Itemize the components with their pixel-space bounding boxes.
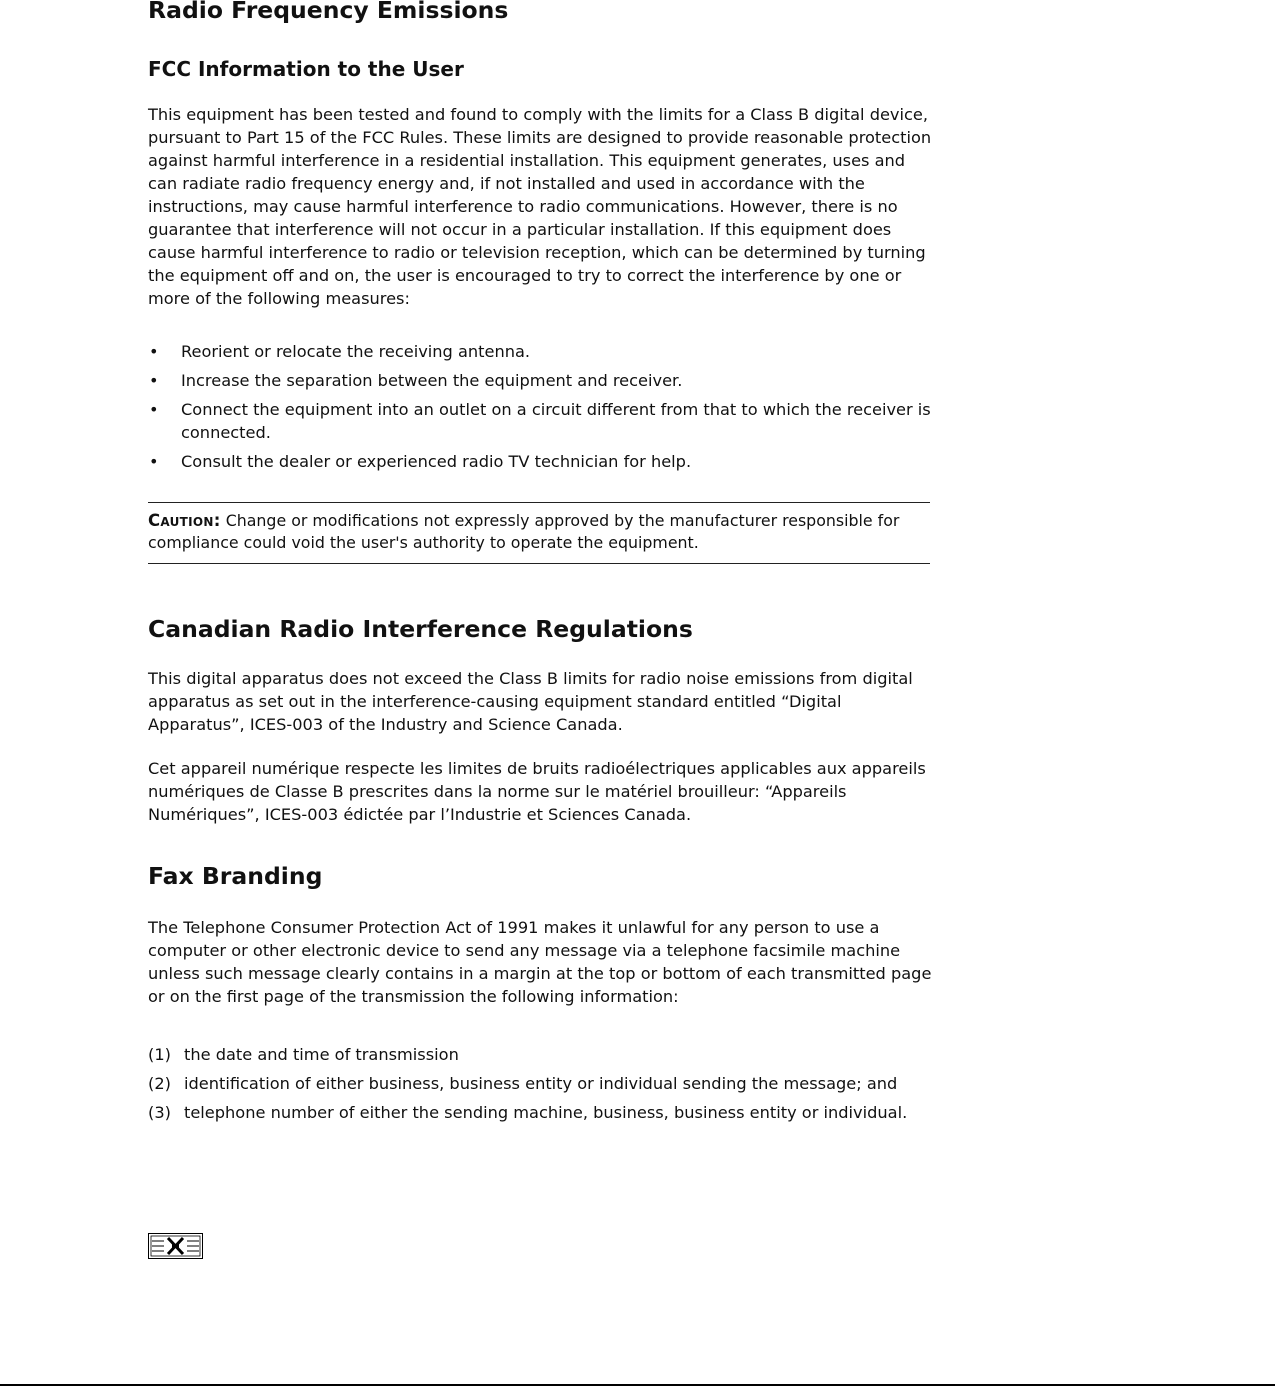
list-item xyxy=(148,450,933,473)
fcc-measures-list xyxy=(148,340,933,479)
canadian-paragraph-english: This digital apparatus does not exceed the Class B limits for radio noise emissions from digital apparatus as set out in the interference-causing equipment standard entitled “Digital Apparatus”, ICES-003 of the Industry and Science Canada. xyxy=(148,669,913,734)
list-item xyxy=(148,340,933,363)
item-number: (2) xyxy=(148,1074,171,1093)
measure-text: Connect the equipment into an outlet on a circuit different from that to which the receiver is connected. xyxy=(181,400,931,442)
item-number: (1) xyxy=(148,1045,171,1064)
item-text: identification of either business, business entity or individual sending the message; and xyxy=(184,1074,898,1093)
bullet-icon: • xyxy=(149,371,159,390)
canadian-paragraph-french: Cet appareil numérique respecte les limites de bruits radioélectriques applicables aux appareils numériques de Classe B prescrites dans la norme sur le matériel brouilleur: “Appareils Numériques”, ICES-003 édictée par l’Industrie et Sciences Canada. xyxy=(148,759,926,824)
caution-text: Change or modifications not expressly approved by the manufacturer responsible for compliance could void the user's authority to operate the equipment. xyxy=(148,511,900,552)
section-title-fax-branding: Fax Branding xyxy=(148,862,323,890)
list-item xyxy=(148,1043,933,1066)
fax-branding-paragraph: The Telephone Consumer Protection Act of 1991 makes it unlawful for any person to use a computer or other electronic device to send any message via a telephone facsimile machine unless such message clearly contains in a margin at the top or bottom of each transmitted page or on the first page of the transmission the following information: xyxy=(148,918,932,1006)
list-item xyxy=(148,1101,933,1124)
section-title-canadian-regulations: Canadian Radio Interference Regulations xyxy=(148,615,693,643)
measure-text: Increase the separation between the equipment and receiver. xyxy=(181,371,683,390)
caution-box xyxy=(148,502,930,564)
fax-information-list xyxy=(148,1043,933,1130)
measure-text: Reorient or relocate the receiving antenna. xyxy=(181,342,531,361)
list-item xyxy=(148,398,933,444)
section-title-radio-frequency-emissions: Radio Frequency Emissions xyxy=(148,0,509,24)
list-item xyxy=(148,369,933,392)
bullet-icon: • xyxy=(149,342,159,361)
item-text: telephone number of either the sending machine, business, business entity or individual. xyxy=(184,1103,908,1122)
bullet-icon: • xyxy=(149,400,159,419)
item-number: (3) xyxy=(148,1103,171,1122)
lexmark-logo-icon xyxy=(148,1233,203,1259)
fcc-paragraph: This equipment has been tested and found to comply with the limits for a Class B digital device, pursuant to Part 15 of the FCC Rules. These limits are designed to provide reasonable protection against harmful interference in a residential installation. This equipment generates, uses and can radiate radio frequency energy and, if not installed and used in accordance with the instructions, may cause harmful interference to radio communications. However, there is no guarantee that interference will not occur in a particular installation. If this equipment does cause harmful interference to radio or television reception, which can be determined by turning the equipment off and on, the user is encouraged to try to correct the interference by one or more of the following measures: xyxy=(148,105,932,308)
subtitle-fcc-information: FCC Information to the User xyxy=(148,57,464,81)
list-item xyxy=(148,1072,933,1095)
item-text: the date and time of transmission xyxy=(184,1045,459,1064)
caution-label: Caution: xyxy=(148,511,221,530)
measure-text: Consult the dealer or experienced radio TV technician for help. xyxy=(181,452,692,471)
bullet-icon: • xyxy=(149,452,159,471)
